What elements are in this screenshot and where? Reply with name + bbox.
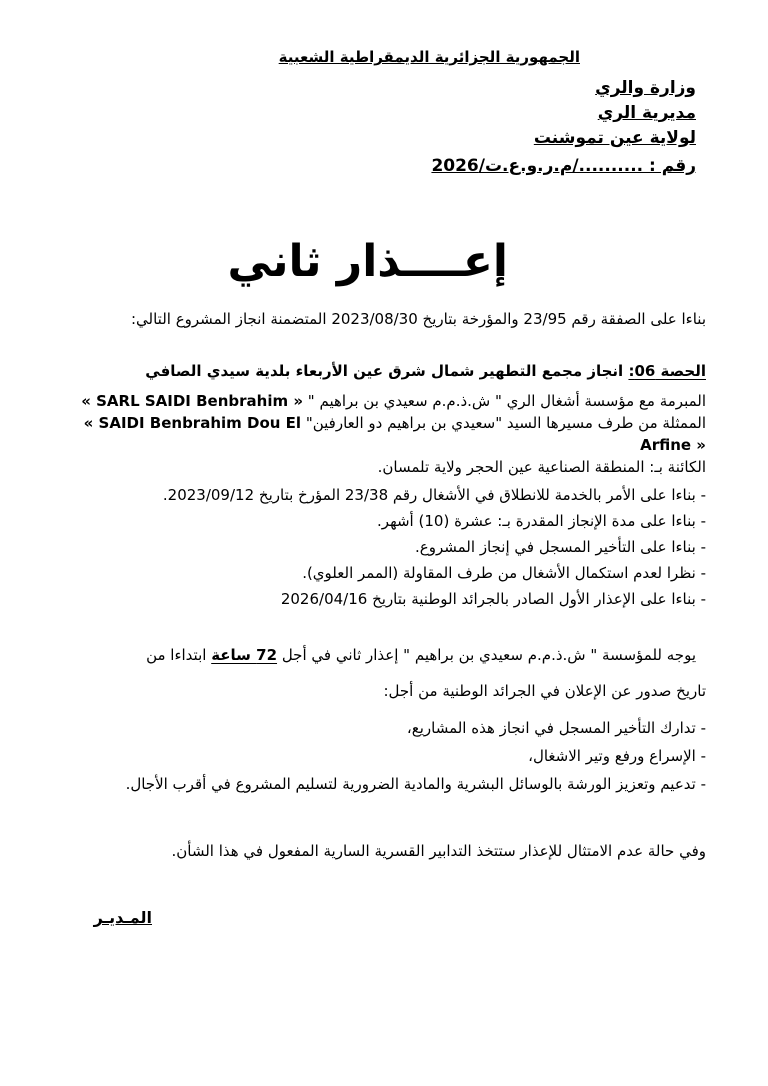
contractor-line-2 [40, 412, 706, 456]
directorate-name: مديرية الري [597, 103, 696, 123]
ministry-name: وزارة والري [595, 78, 696, 98]
list-item: - بناءا على التأخير المسجل في إنجاز المشروع. [415, 538, 706, 556]
order-deadline: 72 ساعة [211, 646, 278, 664]
list-item: - الإسراع ورفع وتير الاشغال، [528, 747, 706, 765]
intro-paragraph: بناءا على الصفقة رقم 23/95 والمؤرخة بتاريخ 2023/08/30 المتضمنة انجاز المشروع التالي: [130, 310, 706, 328]
list-item: - تدارك التأخير المسجل في انجاز هذه المشاريع، [406, 719, 706, 737]
considerations-list [40, 482, 706, 612]
director-signature: المـديـر [93, 908, 152, 927]
manager-name-latin: « SAIDI Benbrahim Dou El Arfine » [83, 414, 706, 454]
order-suffix: ابتداءا من [146, 646, 207, 664]
list-item: - بناءا على مدة الإنجاز المقدرة بـ: عشرة (10) أشهر. [377, 512, 706, 530]
closing-paragraph: وفي حالة عدم الامتثال للإعذار ستتخذ التدابير القسرية السارية المفعول في هذا الشأن. [171, 842, 706, 860]
order-prefix: يوجه للمؤسسة " ش.ذ.م.م سعيدي بن براهيم " إعذار ثاني في أجل [281, 646, 696, 664]
list-item: - نظرا لعدم استكمال الأشغال من طرف المقاولة (الممر العلوي). [302, 564, 706, 582]
lot-line [40, 360, 706, 382]
lot-text: انجاز مجمع التطهير شمال شرق عين الأربعاء بلدية سيدي الصافي [145, 362, 624, 380]
list-item: - بناءا على الأمر بالخدمة للانطلاق في الأشغال رقم 23/38 المؤرخ بتاريخ 2023/09/12. [162, 486, 706, 504]
order-line-2: تاريخ صدور عن الإعلان في الجرائد الوطنية من أجل: [383, 682, 706, 700]
manager-name-ar: الممثلة من طرف مسيرها السيد "سعيدي بن براهيم دو العارفين" [305, 414, 706, 432]
order-line [146, 646, 696, 664]
contractor-name-latin: « SARL SAIDI Benbrahim » [81, 392, 304, 410]
list-item: - تدعيم وتعزيز الورشة بالوسائل البشرية والمادية الضرورية لتسليم المشروع في أقرب الأجال. [125, 775, 706, 793]
contractor-line-1 [40, 390, 706, 412]
list-item: - بناءا على الإعذار الأول الصادر بالجرائد الوطنية بتاريخ 2026/04/16 [280, 590, 706, 608]
republic-header: الجمهورية الجزائرية الديمقراطية الشعبية [278, 48, 580, 66]
wilaya-name: لولاية عين تموشنت [533, 128, 696, 148]
reference-number: رقم : ........../م.ر.و.ع.ت/2026 [431, 156, 696, 176]
lot-label: الحصة 06: [628, 362, 706, 380]
actions-list [40, 714, 706, 798]
contractor-address: الكائنة بـ: المنطقة الصناعية عين الحجر ولاية تلمسان. [377, 458, 706, 476]
contractor-paragraph [40, 390, 706, 478]
document-title: إعــــذار ثاني [227, 236, 508, 287]
contractor-name-ar: المبرمة مع مؤسسة أشغال الري " ش.ذ.م.م سعيدي بن براهيم " [307, 392, 706, 410]
